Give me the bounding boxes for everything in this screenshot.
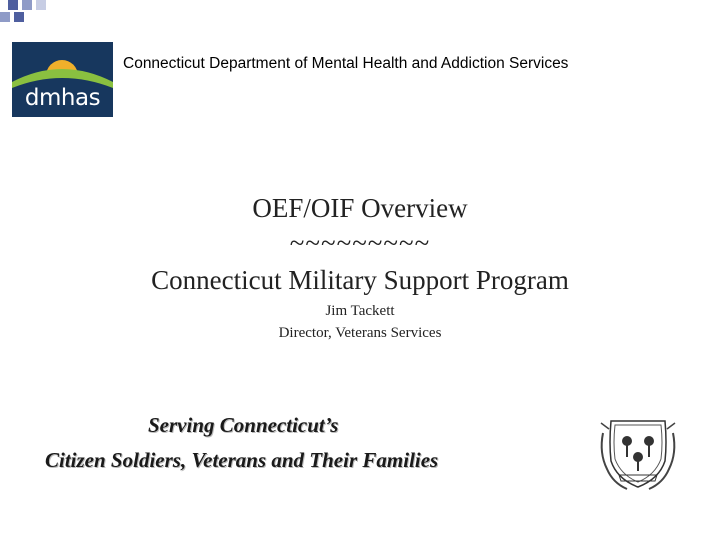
connecticut-state-seal-icon: [597, 413, 679, 493]
corner-squares-icon: [0, 0, 60, 24]
tagline-line-1: Serving Connecticut’s: [148, 413, 339, 437]
presentation-title: OEF/OIF Overview: [252, 193, 468, 223]
tagline-line-2: Citizen Soldiers, Veterans and Their Families: [45, 448, 439, 472]
logo-text: dmhas: [24, 85, 101, 111]
title-separator: ~~~~~~~~~: [289, 228, 431, 258]
dmhas-logo: [12, 42, 113, 117]
program-name: Connecticut Military Support Program: [151, 265, 569, 295]
presenter-title: Director, Veterans Services: [278, 325, 442, 341]
presenter-name: Jim Tackett: [325, 303, 395, 319]
organization-name: Connecticut Department of Mental Health and Addiction Services: [123, 55, 569, 72]
